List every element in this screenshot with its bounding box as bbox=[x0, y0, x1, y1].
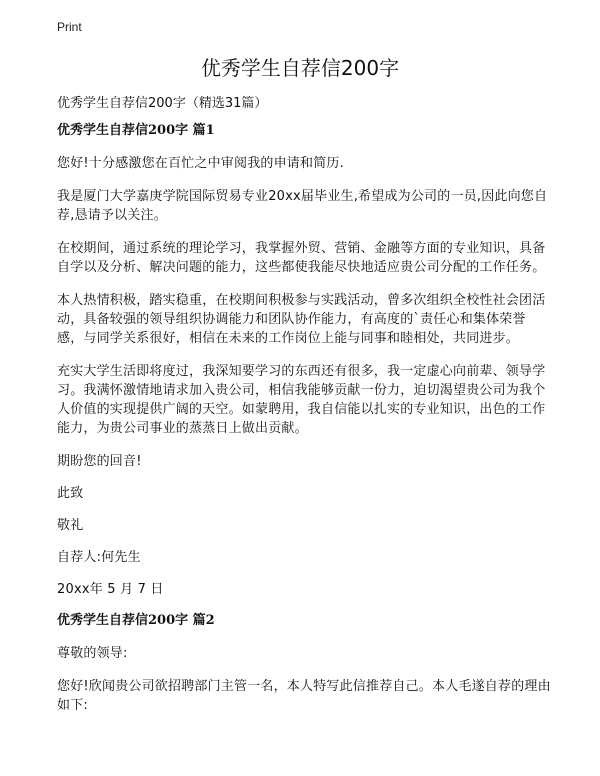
paragraph: 您好!十分感激您在百忙之中审阅我的申请和简历. bbox=[57, 156, 344, 171]
paragraph: 在校期间，通过系统的理论学习，我掌握外贸、营销、金融等方面的专业知识，具备自学以及分析、解决问题的能力，这些都使我能尽快地适应贵公司分配的工作任务。 bbox=[57, 241, 546, 275]
closing-salute: 敬礼 bbox=[57, 518, 84, 533]
paragraph: 本人热情积极，踏实稳重，在校期间积极参与实践活动，曾多次组织全校性社会团活动，具备较强的领导组织协调能力和团队协作能力，有高度的`责任心和集体荣誉感，与同学关系很好，相信在未来的工作岗位上能与同事和睦相处，共同进步。 bbox=[57, 293, 546, 346]
document-title: 优秀学生自荐信200字 bbox=[200, 56, 400, 80]
signature-line: 自荐人:何先生 bbox=[57, 550, 141, 565]
date-line: 20xx年 5 月 7 日 bbox=[57, 582, 164, 597]
document-subtitle: 优秀学生自荐信200字（精选31篇） bbox=[57, 96, 268, 111]
print-link[interactable]: Print bbox=[57, 20, 82, 34]
paragraph: 尊敬的领导: bbox=[57, 646, 128, 661]
paragraph: 我是厦门大学嘉庚学院国际贸易专业20xx届毕业生,希望成为公司的一员,因此向您自荐,恳请予以关注。 bbox=[57, 189, 548, 223]
paragraph: 期盼您的回音! bbox=[57, 454, 142, 469]
section-heading-1: 优秀学生自荐信200字 篇1 bbox=[57, 123, 215, 138]
paragraph: 您好!欣闻贵公司欲招聘部门主管一名，本人特写此信推荐自己。本人毛遂自荐的理由如下: bbox=[57, 679, 551, 713]
document-body bbox=[57, 122, 552, 729]
section-heading-2: 优秀学生自荐信200字 篇2 bbox=[57, 613, 215, 628]
paragraph: 充实大学生活即将度过，我深知要学习的东西还有很多，我一定虚心向前辈、领导学习。我满怀激情地请求加入贵公司，相信我能够贡献一份力，迫切渴望贵公司为我个人价值的实现提供广阔的天空。如蒙聘用，我自信能以扎实的专业知识，出色的工作能力，为贵公司事业的蒸蒸日上做出贡献。 bbox=[57, 364, 546, 436]
closing-line: 此致 bbox=[57, 486, 84, 501]
